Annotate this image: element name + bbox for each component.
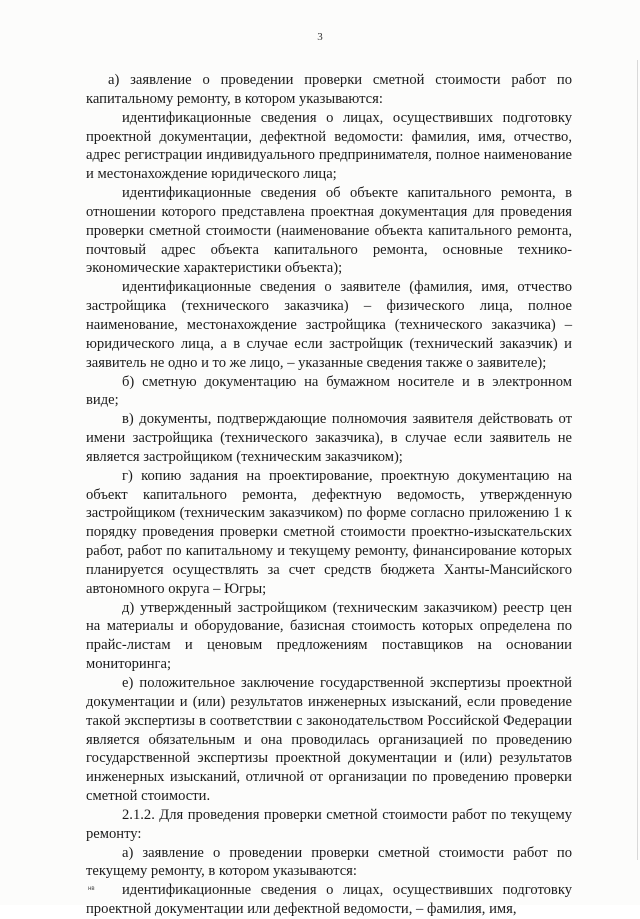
paragraph-designer-identification-current: идентификационные сведения о лицах, осуществивших подготовку проектной документации или дефектной ведомости, – фамилия, имя, [86, 882, 572, 918]
paragraph-a-application-capital: а) заявление о проведении проверки сметной стоимости работ по капитальному ремонту, в котором указываются: [86, 72, 572, 107]
scan-edge-divider [637, 60, 638, 860]
corner-mark: нв [88, 886, 95, 892]
paragraph-object-identification: идентификационные сведения об объекте капитального ремонта, в отношении которого представлена проектная документация для проведения проверки сметной стоимости (наименование объекта капитального ремонта, почтовый адрес объекта капитального ремонта, основные технико-экономические характеристики объекта); [86, 185, 572, 277]
paragraph-b-estimate-docs: б) сметную документацию на бумажном носителе и в электронном виде; [86, 373, 572, 409]
paragraph-v-authority-docs: в) документы, подтверждающие полномочия заявителя действовать от имени застройщика (технического заказчика), в случае если заявитель не является застройщиком (техническим заказчиком); [86, 411, 572, 465]
paragraph-2-1-2-current-repair: 2.1.2. Для проведения проверки сметной стоимости работ по текущему ремонту: [86, 806, 572, 842]
paragraph-designer-identification: идентификационные сведения о лицах, осуществивших подготовку проектной документации, дефектной ведомости: фамилия, имя, отчество, адрес регистрации индивидуального предпринимателя, полное наименование и местонахождение юридического лица; [86, 109, 572, 183]
paragraph-applicant-identification: идентификационные сведения о заявителе (фамилия, имя, отчество застройщика (технического заказчика) – физического лица, полное наименование, местонахождение застройщика (технического заказчика) – юридического лица, а в случае если застройщик (технический заказчик) и заявитель не одно и то же лицо, – указанные сведения также о заявителе); [86, 279, 572, 371]
paragraph-g-design-task: г) копию задания на проектирование, проектную документацию на объект капитального ремонта, дефектную ведомость, утвержденную застройщиком (техническим заказчиком) по форме согласно приложению 1 к порядку проведения проверки сметной стоимости проектно-изыскательских работ, работ по капитальному и текущему ремонту, финансирование которых планируется осуществлять за счет средств бюджета Ханты-Мансийского автономного округа – Югры; [86, 467, 572, 597]
document-body [86, 71, 572, 919]
paragraph-d-price-registry: д) утвержденный застройщиком (техническим заказчиком) реестр цен на материалы и оборудование, базисная стоимость которых определена по прайс-листам и ценовым предложениям поставщиков на основании мониторинга; [86, 599, 572, 673]
page-number: 3 [317, 31, 323, 43]
paragraph-e-state-expertise: е) положительное заключение государственной экспертизы проектной документации и (или) результатов инженерных изысканий, если проведение такой экспертизы в соответствии с законодательством Российской Федерации является обязательным и она проводилась организацией по проведению государственной экспертизы проектной документации и (или) результатов инженерных изысканий, отличной от организации по проведению проверки сметной стоимости. [86, 675, 572, 805]
paragraph-a-application-current: а) заявление о проведении проверки сметной стоимости работ по текущему ремонту, в котором указываются: [86, 844, 572, 880]
